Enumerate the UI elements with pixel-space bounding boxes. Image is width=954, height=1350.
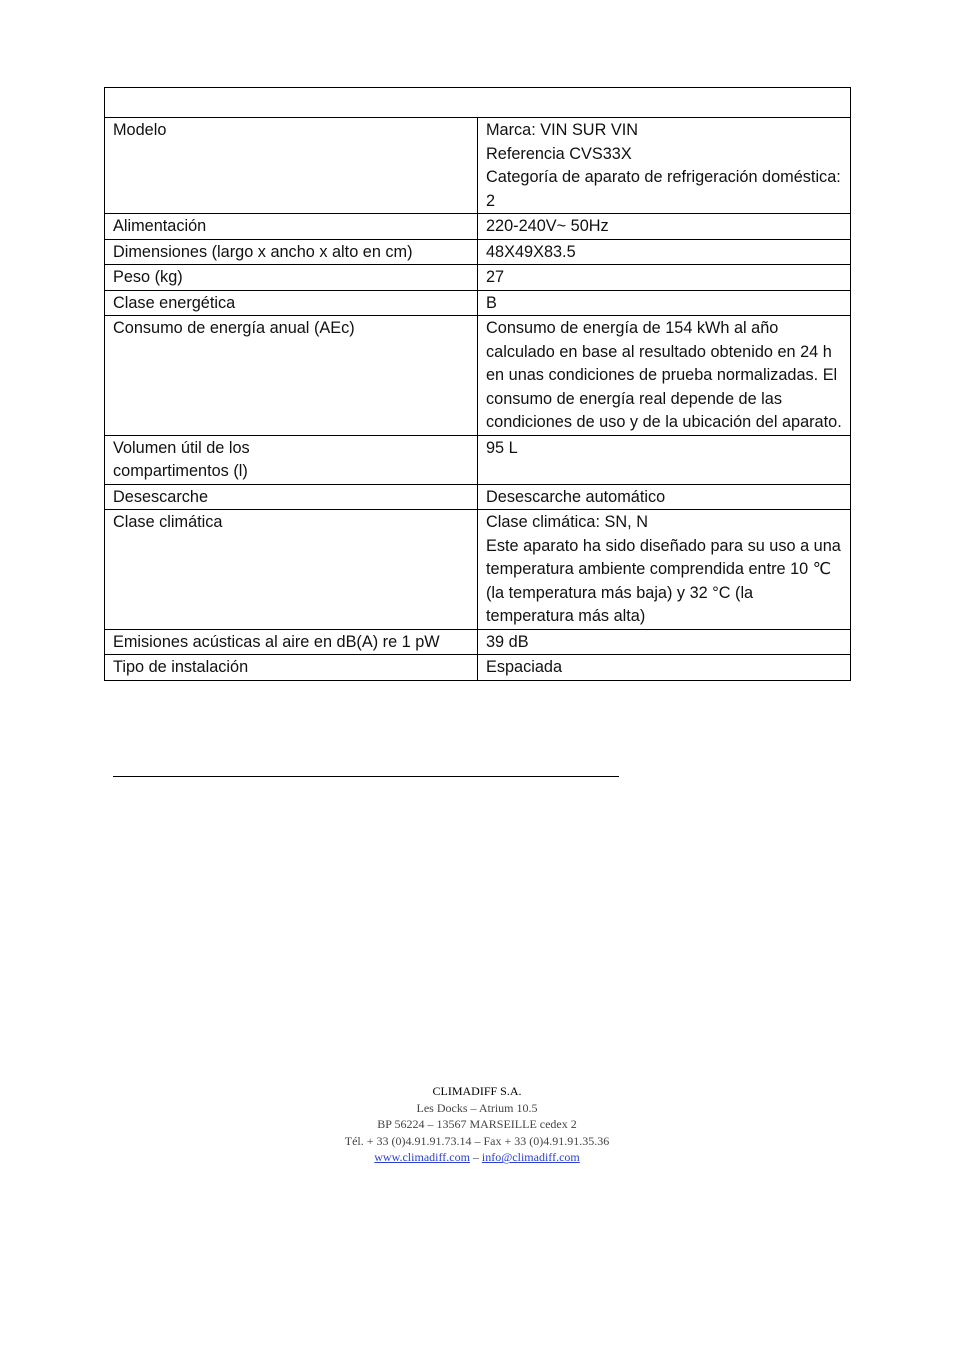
table-row: [105, 435, 851, 484]
table-row: [105, 629, 851, 655]
phone-fax-line: Tél. + 33 (0)4.91.91.73.14 – Fax + 33 (0)4.91.91.35.36: [344, 1133, 610, 1148]
table-row: [105, 118, 851, 214]
email-link[interactable]: info@climadiff.com: [481, 1150, 580, 1165]
row-value: 48X49X83.5: [478, 239, 851, 265]
row-label: Consumo de energía anual (AEc): [105, 316, 478, 436]
table-header-cell: [105, 88, 851, 118]
row-value: 220-240V~ 50Hz: [478, 214, 851, 240]
contact-links: [0, 1149, 954, 1166]
table-row: [105, 655, 851, 681]
row-value: Consumo de energía de 154 kWh al año calculado en base al resultado obtenido en 24 h en unas condiciones de prueba normalizadas. El consumo de energía real depende de las condiciones de uso y de la ubicación del aparato.: [478, 316, 851, 436]
table-row: [105, 290, 851, 316]
row-label: Clase energética: [105, 290, 478, 316]
table-row: [105, 265, 851, 291]
row-value: Clase climática: SN, N Este aparato ha sido diseñado para su uso a una temperatura ambiente comprendida entre 10 ℃(la temperatura más baja) y 32 °C (la temperatura más alta): [478, 510, 851, 630]
row-label: Peso (kg): [105, 265, 478, 291]
website-link[interactable]: www.climadiff.com: [374, 1150, 470, 1165]
address-line-2: BP 56224 – 13567 MARSEILLE cedex 2: [377, 1117, 577, 1132]
table-header-row: [105, 88, 851, 118]
row-value: 39 dB: [478, 629, 851, 655]
row-label: Tipo de instalación: [105, 655, 478, 681]
row-value: 95 L: [478, 435, 851, 484]
row-label: Modelo: [105, 118, 478, 214]
row-label: Clase climática: [105, 510, 478, 630]
link-separator: –: [469, 1150, 482, 1165]
row-label: Desescarche: [105, 484, 478, 510]
specifications-table: [104, 87, 851, 681]
row-label: Dimensiones (largo x ancho x alto en cm): [105, 239, 478, 265]
row-label: Emisiones acústicas al aire en dB(A) re 1 pW: [105, 629, 478, 655]
row-value: Marca: VIN SUR VIN Referencia CVS33X Categoría de aparato de refrigeración doméstica: 2: [478, 118, 851, 214]
table-row: [105, 484, 851, 510]
table-row: [105, 316, 851, 436]
row-value: Espaciada: [478, 655, 851, 681]
row-value: Desescarche automático: [478, 484, 851, 510]
row-value: 27: [478, 265, 851, 291]
table-row: [105, 239, 851, 265]
row-label: Alimentación: [105, 214, 478, 240]
company-name: CLIMADIFF S.A.: [432, 1084, 522, 1098]
company-footer: [0, 1083, 954, 1166]
signature-line: [113, 776, 619, 777]
table-row: [105, 214, 851, 240]
row-label: Volumen útil de los compartimentos (l): [105, 435, 478, 484]
address-line-1: Les Docks – Atrium 10.5: [416, 1100, 538, 1115]
row-value: B: [478, 290, 851, 316]
table-row: [105, 510, 851, 630]
